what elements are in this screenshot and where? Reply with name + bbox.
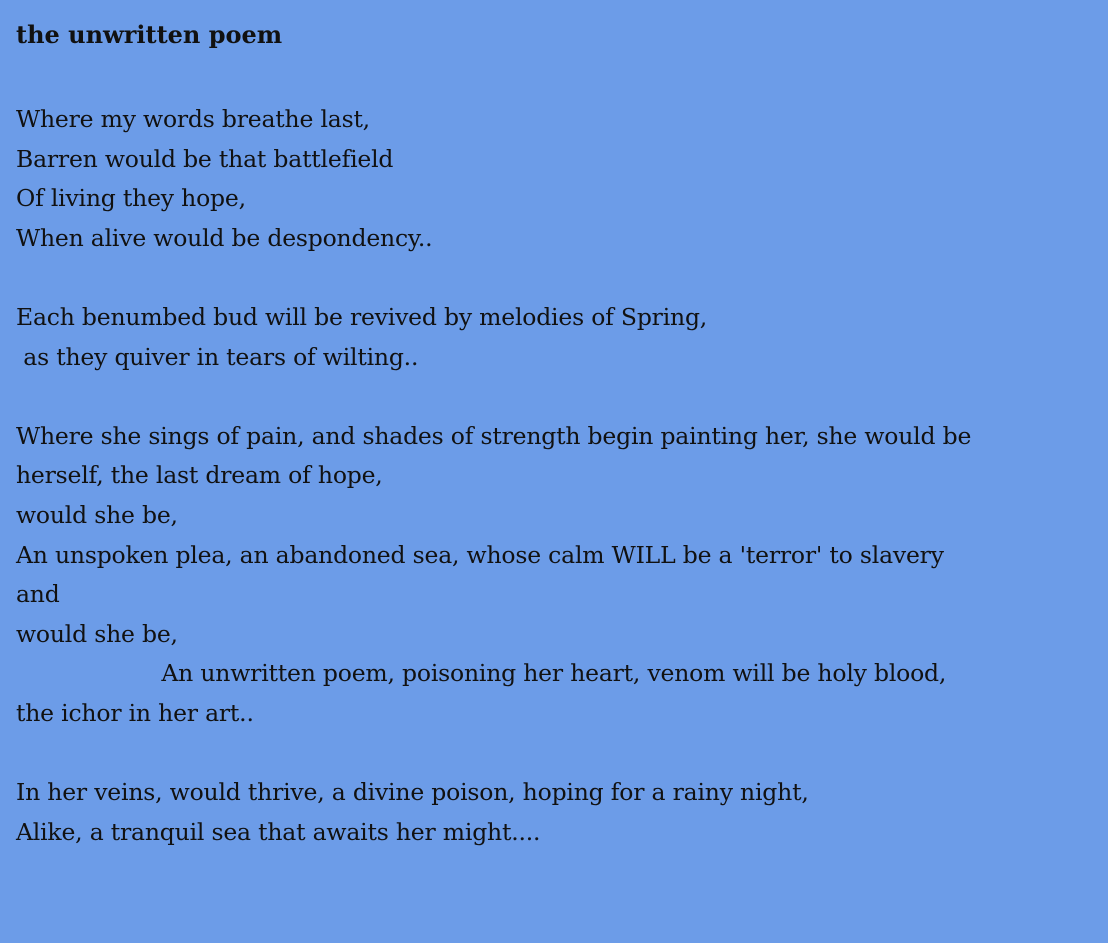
poem-line: Where she sings of pain, and shades of strength begin painting her, she would be — [16, 421, 972, 450]
poem-line: Barren would be that battlefield — [16, 144, 394, 173]
poem-line: Of living they hope, — [16, 184, 246, 213]
poem-line: When alive would be despondency.. — [16, 223, 433, 252]
stanza-break — [16, 258, 1096, 298]
poem-line: would she be, — [16, 500, 178, 529]
poem-line: as they quiver in tears of wilting.. — [16, 342, 419, 371]
poem-line: An unspoken plea, an abandoned sea, whose calm WILL be a 'terror' to slavery — [16, 540, 944, 569]
poem-line: would she be, — [16, 619, 178, 648]
poem-line: the ichor in her art.. — [16, 698, 254, 727]
poem-body — [16, 100, 1096, 852]
poem-line: Each benumbed bud will be revived by melodies of Spring, — [16, 302, 708, 331]
poem-line: An unwritten poem, poisoning her heart, venom will be holy blood, — [16, 659, 947, 688]
stanza-break — [16, 377, 1096, 417]
poem-title: the unwritten poem — [16, 20, 283, 49]
poem-line: In her veins, would thrive, a divine poison, hoping for a rainy night, — [16, 778, 809, 807]
poem-line: herself, the last dream of hope, — [16, 461, 383, 490]
poem-line: and — [16, 580, 60, 609]
poem-line: Where my words breathe last, — [16, 105, 370, 133]
poem-line: Alike, a tranquil sea that awaits her might.... — [16, 817, 541, 846]
stanza-break — [16, 734, 1096, 774]
